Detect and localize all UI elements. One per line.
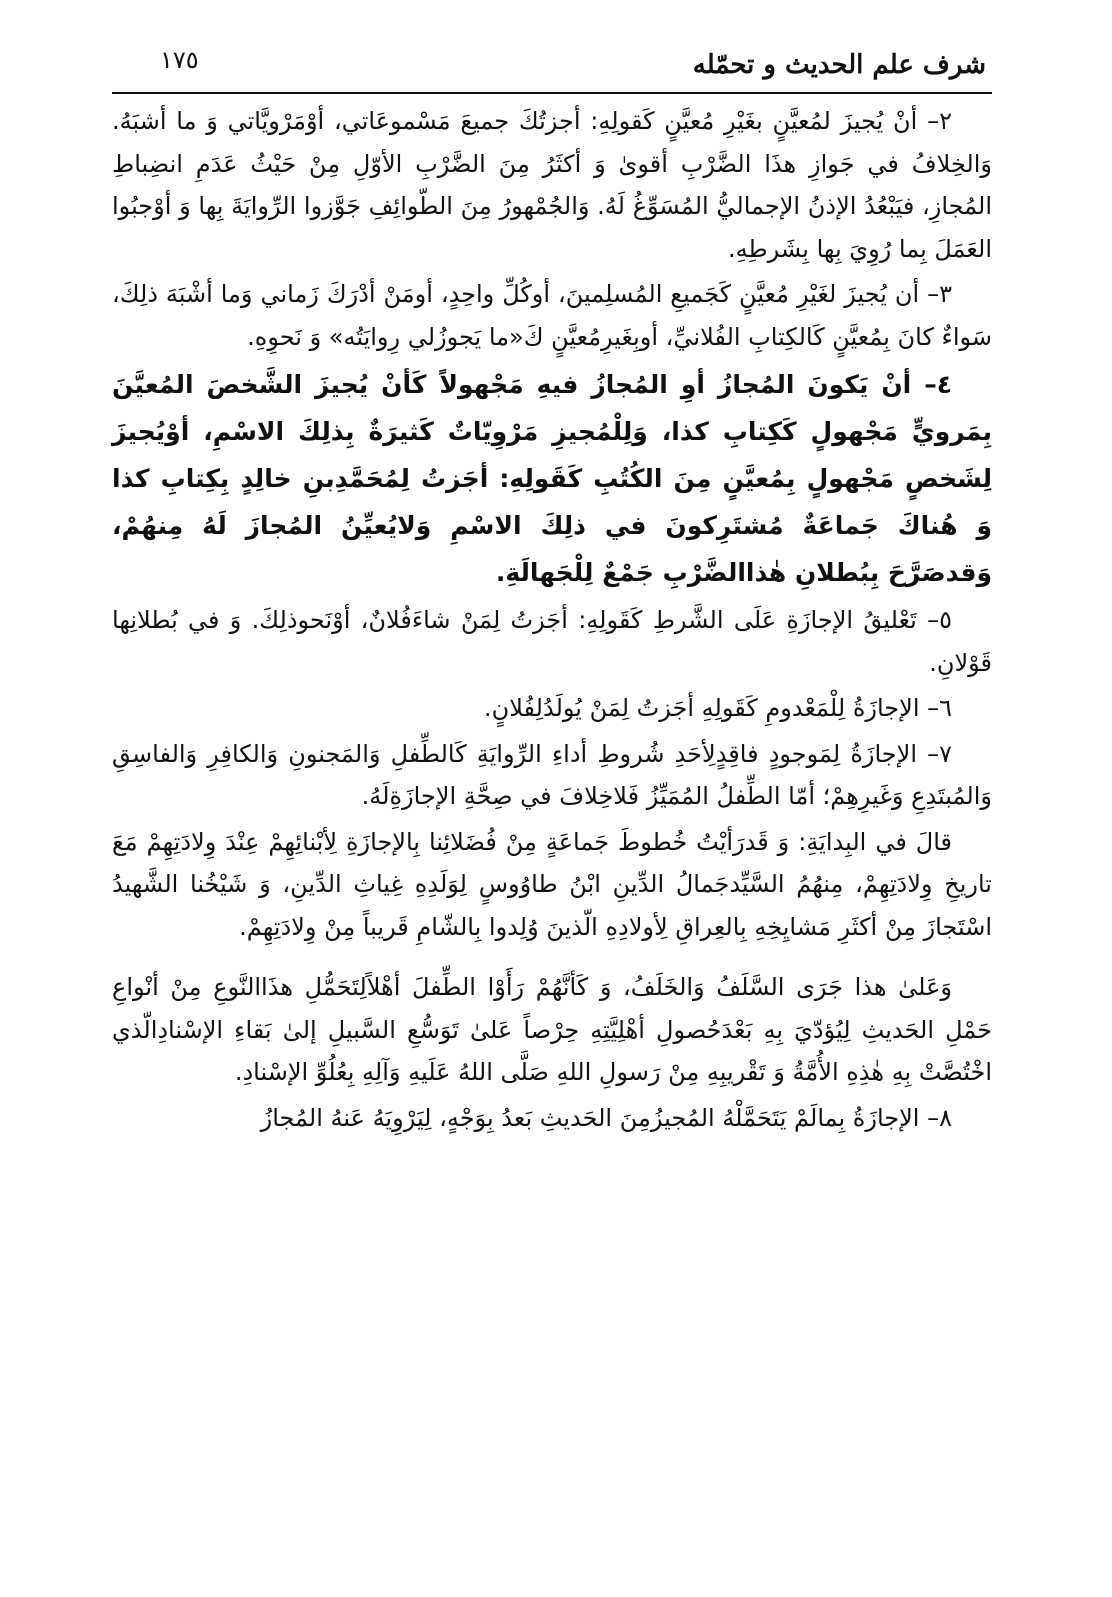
- running-header: [112, 40, 992, 94]
- paragraph-bidaya-quote: قالَ في البِدايَةِ: وَ قَدرَأيْتُ خُطوطَ جَماعَةٍ مِنْ فُضَلائِنا بِالإجازَةِ لِأبْنائِهِمْ عِنْدَ وِلادَتِهِمْ مَعَ تاريخِ وِلادَتِهِمْ، مِنهُمُ السَّيِّدجَمالُ الدِّينِ ابْنُ طاوُوسٍ لِوَلَدِهِ غِياثِ الدِّينِ، وَ شَيْخُنا الشَّهيدُ اسْتَجازَ مِنْ أكثَرِ مَشايِخِهِ بِالعِراقِ لِأولادِهِ الّذينَ وُلِدوا بِالشّامِ قَريباً مِنْ وِلادَتِهِمْ.: [112, 827, 992, 941]
- body-text: [112, 100, 992, 1142]
- page-number: ١٧٥: [160, 46, 199, 74]
- paragraph-salaf: وَعَلىٰ هذا جَرَى السَّلَفُ وَالخَلَفُ، وَ كَأنَّهُمْ رَأَوْا الطِّفلَ أهْلاًلِتَحَمُّلِ هذَاالنَّوعِ مِنْ أنْواعِ حَمْلِ الحَديثِ لِيُؤدّيَ بِهِ بَعْدَحُصولِ أهْلِيَّتِهِ حِرْصاً عَلىٰ تَوَسُّعِ السَّبيلِ إلىٰ بَقاءِ الإسْنادِالّذي اخْتُصَّتْ بِهِ هٰذِهِ الأُمَّةُ وَ تَقْريبِهِ مِنْ رَسولِ اللهِ صَلَّى اللهُ عَلَيهِ وَآلِهِ بِعُلُوِّ الإسْنادِ.: [112, 973, 992, 1086]
- paragraph-item-6: ٦– الإجازَةُ لِلْمَعْدومِ كَقَولِهِ أجَزتُ لِمَنْ يُولَدُلِفُلانٍ.: [483, 694, 952, 722]
- paragraph-item-8: ٨– الإجازَةُ بِمالَمْ يَتَحَمَّلْهُ المُجيزُمِنَ الحَديثِ بَعدُ بِوَجْهٍ، لِيَرْوِيَهُ عَنهُ المُجازُ: [260, 1103, 952, 1132]
- paragraph-item-7: ٧– الإجازَةُ لِمَوجودٍ فاقِدٍلِأحَدِ شُروطِ أداءِ الرِّوايَةِ كَالطِّفلِ وَالمَجنونِ وَالكافِرِ وَالفاسِقِ وَالمُبتَدِعِ وَغَيرِهِمْ؛ أمّا الطِّفلُ المُمَيِّزُ فَلاخِلافَ في صِحَّةِ الإجازَةِلَهُ.: [112, 739, 992, 810]
- header-title: شرف علم الحديث و تحمّله: [692, 50, 986, 80]
- paragraph-item-5: ٥– تَعْليقُ الإجازَةِ عَلَى الشَّرطِ كَقَولِهِ: أجَزتُ لِمَنْ شاءَفُلانٌ، أوْنَحوذلِكَ. وَ في بُطلانِها قَوْلانِ.: [112, 606, 992, 677]
- paragraph-item-2: ٢– أنْ يُجيزَ لمُعيَّنٍ بغَيْرِ مُعيَّنٍ كَقولِهِ: أجزتُكَ جميعَ مَسْموعَاتي، أوْمَرْويَّاتي وَ ما أشبَهُ. وَالخِلافُ في جَوازِ هذَا الضَّرْبِ أقوىٰ وَ أكثَرُ مِنَ الضَّرْبِ الأوّلِ مِنْ حَيْثُ عَدَمِ انضِباطِ المُجازِ، فيَبْعُدُ الإذنُ الإجماليُّ المُسَوِّغُ لَهُ. وَالجُمْهورُ مِنَ الطّوائِفِ جَوَّزوا الرِّوايَةَ بِها وَ أوْجبُوا العَمَلَ بِما رُوِيَ بِها بِشَرطِهِ.: [112, 107, 992, 263]
- paragraph-item-3: ٣– أن يُجيزَ لغَيْرِ مُعيَّنٍ كَجَميعِ المُسلِمينَ، أوكُلِّ واحِدٍ، أومَنْ أدْرَكَ زَماني وَما أشْبَهَ ذلِكَ، سَواءٌ كانَ بِمُعيَّنٍ كَالكِتابِ الفُلانيِّ، أوبِغَيرِمُعيَّنٍ كَ«ما يَجوزُلي رِوايَتُه» وَ نَحوِهِ.: [112, 280, 992, 351]
- paragraph-item-4: ٤– أنْ يَكونَ المُجازُ أوِ المُجازُ فيهِ مَجْهولاً كَأنْ يُجيزَ الشَّخصَ المُعيَّنَ بِمَرويٍّ مَجْهولٍ كَكِتابِ كذا، وَلِلْمُجيزِ مَرْوِيّاتٌ كَثيرَةٌ بِذلِكَ الاسْمِ، أوْيُجيزَ لِشَخصٍ مَجْهولٍ بِمُعيَّنٍ مِنَ الكُتُبِ كَقَولِهِ: أجَزتُ لِمُحَمَّدِبنِ خالِدٍ بِكِتابِ كذا وَ هُناكَ جَماعَةٌ مُشتَرِكونَ في ذلِكَ الاسْمِ وَلايُعيِّنُ المُجازَ لَهُ مِنهُمْ، وَقدصَرَّحَ بِبُطلانِ هٰذاالضَّرْبِ جَمْعٌ لِلْجَهالَةِ.: [112, 370, 992, 587]
